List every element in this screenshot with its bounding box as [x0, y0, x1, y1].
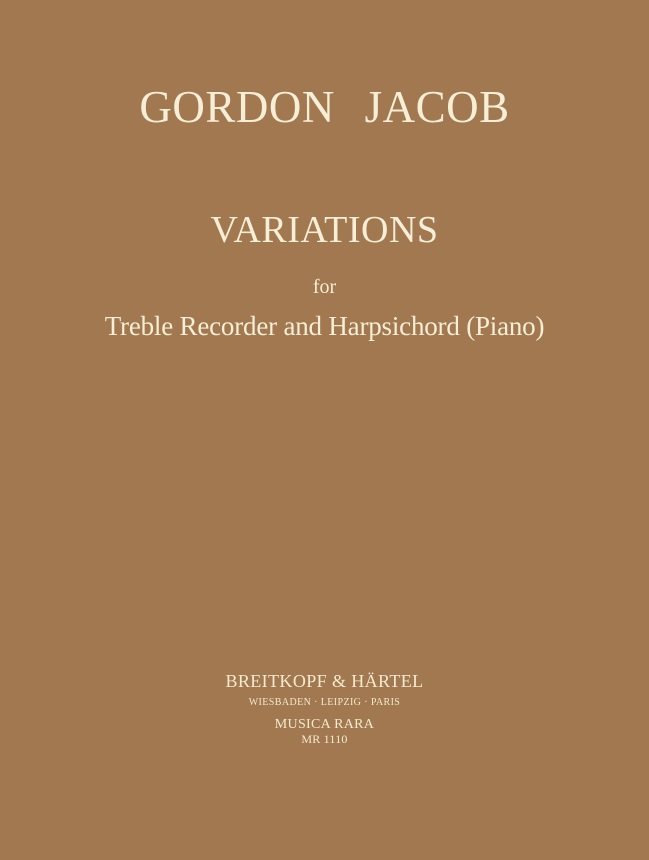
for-label: for — [312, 276, 337, 298]
publisher-cities: WIESBADEN · LEIPZIG · PARIS — [248, 697, 401, 708]
composer-name: GORDON JACOB — [139, 82, 510, 132]
imprint-name: MUSICA RARA — [274, 717, 375, 732]
work-title: VARIATIONS — [210, 209, 439, 251]
publisher-name: BREITKOPF & HÄRTEL — [225, 671, 424, 691]
instrumentation: Treble Recorder and Harpsichord (Piano) — [104, 311, 545, 341]
catalog-number: MR 1110 — [301, 732, 348, 746]
